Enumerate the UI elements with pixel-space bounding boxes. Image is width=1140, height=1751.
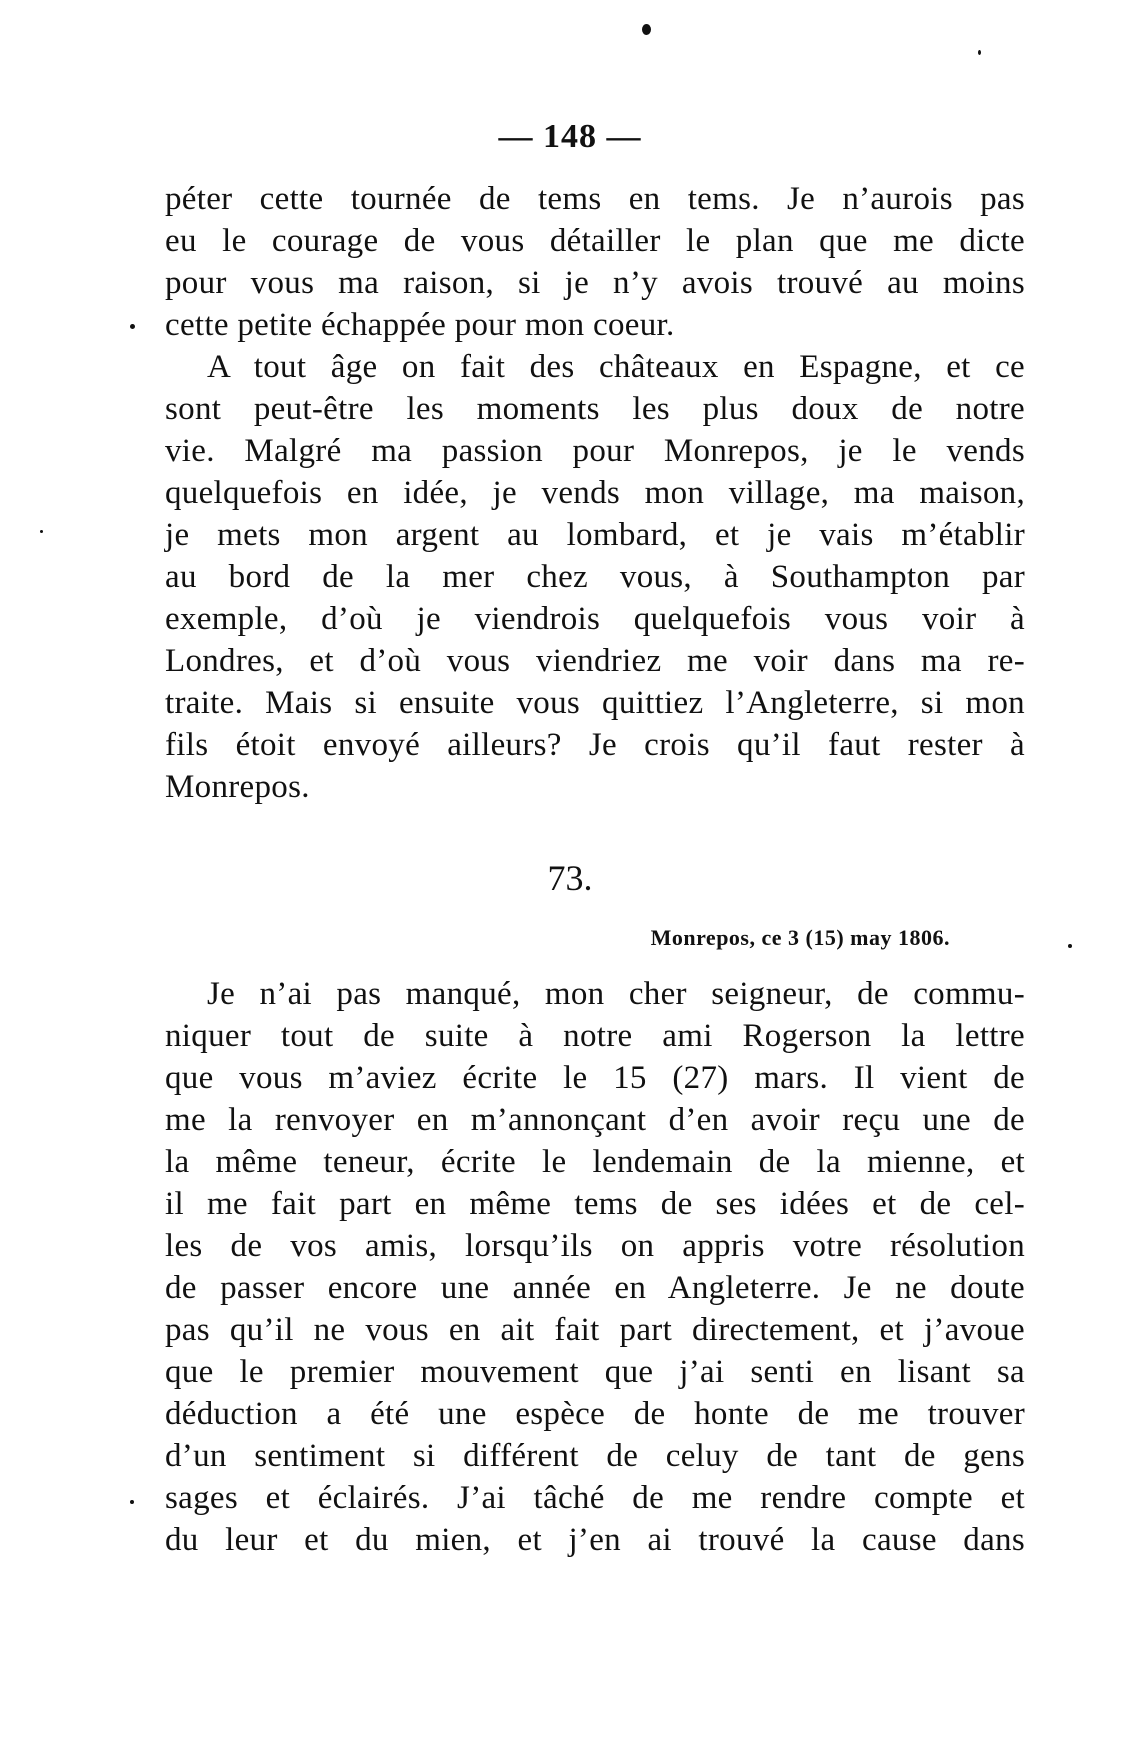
text-line: il me fait part en même tems de ses idées et de cel- [165, 1186, 1025, 1222]
text-line: les de vos amis, lorsqu’ils on appris votre résolution [165, 1228, 1025, 1264]
text-line: fils étoit envoyé ailleurs? Je crois qu’il faut rester à [165, 727, 1025, 763]
text-line: du leur et du mien, et j’en ai trouvé la cause dans [165, 1522, 1025, 1558]
text-line: déduction a été une espèce de honte de me trouver [165, 1396, 1025, 1432]
text-line: pas qu’il ne vous en ait fait part directement, et j’avoue [165, 1312, 1025, 1348]
text-line: péter cette tournée de tems en tems. Je n’aurois pas [165, 181, 1025, 217]
text-line: exemple, d’où je viendrois quelquefois vous voir à [165, 601, 1025, 637]
ink-speck [130, 324, 135, 329]
text-line: sont peut-être les moments les plus doux de notre [165, 391, 1025, 427]
text-line: Je n’ai pas manqué, mon cher seigneur, de commu- [207, 976, 1025, 1012]
text-line: eu le courage de vous détailler le plan que me dicte [165, 223, 1025, 259]
page-number: — 148 — [498, 118, 642, 155]
text-block-top [165, 178, 1025, 808]
text-line: sages et éclairés. J’ai tâché de me rendre compte et [165, 1480, 1025, 1516]
text-line: que vous m’aviez écrite le 15 (27) mars. Il vient de [165, 1060, 1025, 1096]
text-line: traite. Mais si ensuite vous quittiez l’Angleterre, si mon [165, 685, 1025, 721]
text-line: Monrepos. [165, 769, 310, 805]
letter-dateline: Monrepos, ce 3 (15) may 1806. [650, 925, 950, 950]
text-line: vie. Malgré ma passion pour Monrepos, je le vends [165, 433, 1025, 469]
text-line: me la renvoyer en m’annonçant d’en avoir reçu une de [165, 1102, 1025, 1138]
ink-speck [1068, 944, 1072, 948]
text-block-letter [165, 973, 1025, 1561]
text-line: Londres, et d’où vous viendriez me voir dans ma re- [165, 643, 1025, 679]
ink-speck [130, 1500, 134, 1504]
text-line: d’un sentiment si différent de celuy de tant de gens [165, 1438, 1025, 1474]
text-line: au bord de la mer chez vous, à Southampton par [165, 559, 1025, 595]
letter-number: 73. [547, 858, 593, 898]
ink-speck [978, 50, 981, 55]
text-line: niquer tout de suite à notre ami Rogerson la lettre [165, 1018, 1025, 1054]
text-line: que le premier mouvement que j’ai senti en lisant sa [165, 1354, 1025, 1390]
text-line: pour vous ma raison, si je n’y avois trouvé au moins [165, 265, 1025, 301]
text-line: quelquefois en idée, je vends mon village, ma maison, [165, 475, 1025, 511]
text-line: je mets mon argent au lombard, et je vais m’établir [165, 517, 1025, 553]
text-line: la même teneur, écrite le lendemain de la mienne, et [165, 1144, 1025, 1180]
text-line: de passer encore une année en Angleterre. Je ne doute [165, 1270, 1025, 1306]
ink-speck [40, 530, 43, 533]
ink-speck [642, 24, 651, 35]
text-line: A tout âge on fait des châteaux en Espagne, et ce [207, 349, 1025, 385]
text-line: cette petite échappée pour mon coeur. [165, 307, 675, 343]
